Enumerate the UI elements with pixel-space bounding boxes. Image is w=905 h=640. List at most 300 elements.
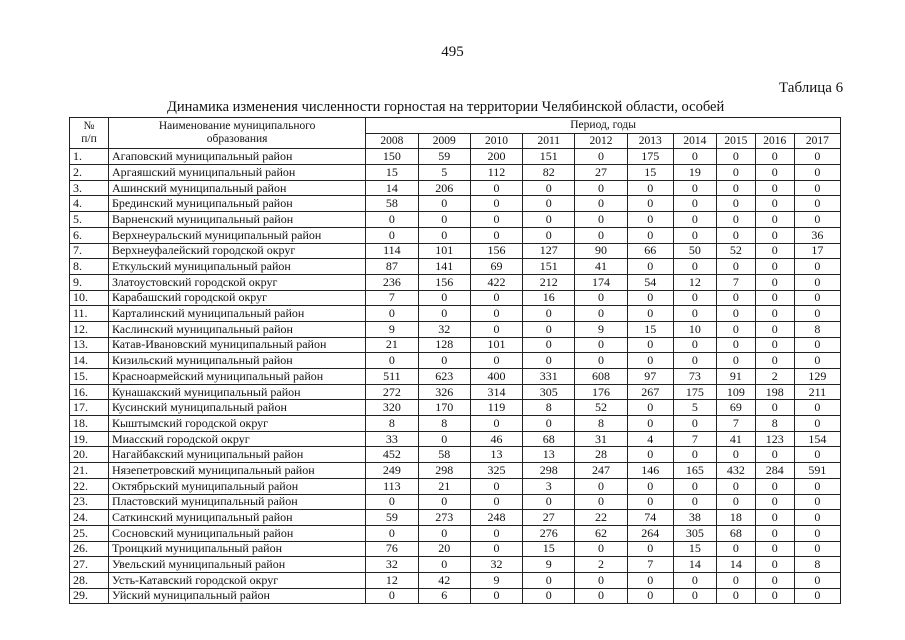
row-number: 18. — [70, 416, 109, 432]
count-cell: 422 — [470, 274, 522, 290]
count-cell: 0 — [366, 227, 418, 243]
count-cell: 0 — [627, 416, 673, 432]
count-cell: 0 — [470, 494, 522, 510]
count-cell: 0 — [794, 353, 840, 369]
count-cell: 0 — [523, 337, 575, 353]
count-cell: 0 — [627, 588, 673, 604]
count-cell: 0 — [366, 525, 418, 541]
count-cell: 87 — [366, 259, 418, 275]
count-cell: 21 — [366, 337, 418, 353]
count-cell: 15 — [627, 165, 673, 181]
count-cell: 12 — [366, 572, 418, 588]
table-title: Динамика изменения численности горностая на территории Челябинской области, особей — [167, 99, 725, 115]
count-cell: 298 — [523, 463, 575, 479]
count-cell: 0 — [794, 447, 840, 463]
count-cell: 0 — [794, 494, 840, 510]
count-cell: 175 — [673, 384, 716, 400]
count-cell: 156 — [418, 274, 470, 290]
count-cell: 0 — [673, 572, 716, 588]
count-cell: 284 — [755, 463, 794, 479]
count-cell: 62 — [575, 525, 627, 541]
municipality-name: Каслинский муниципальный район — [108, 321, 365, 337]
municipality-name: Усть-Катавский городской округ — [108, 572, 365, 588]
count-cell: 0 — [470, 306, 522, 322]
count-cell: 267 — [627, 384, 673, 400]
table-header — [70, 118, 841, 149]
table-row — [70, 321, 841, 337]
municipality-name: Катав-Ивановский муниципальный район — [108, 337, 365, 353]
count-cell: 0 — [470, 321, 522, 337]
count-cell: 623 — [418, 369, 470, 385]
count-cell: 0 — [673, 212, 716, 228]
count-cell: 0 — [523, 212, 575, 228]
count-cell: 0 — [794, 212, 840, 228]
header-year: 2016 — [755, 133, 794, 149]
count-cell: 0 — [755, 588, 794, 604]
count-cell: 8 — [366, 416, 418, 432]
count-cell: 236 — [366, 274, 418, 290]
count-cell: 68 — [716, 525, 755, 541]
row-number: 1. — [70, 149, 109, 165]
count-cell: 452 — [366, 447, 418, 463]
table-row — [70, 180, 841, 196]
count-cell: 59 — [418, 149, 470, 165]
count-cell: 8 — [755, 416, 794, 432]
count-cell: 0 — [418, 353, 470, 369]
page-number: 495 — [441, 44, 464, 60]
count-cell: 14 — [673, 557, 716, 573]
count-cell: 38 — [673, 510, 716, 526]
count-cell: 0 — [523, 180, 575, 196]
count-cell: 0 — [755, 196, 794, 212]
count-cell: 0 — [716, 212, 755, 228]
header-year: 2012 — [575, 133, 627, 149]
count-cell: 0 — [755, 321, 794, 337]
municipality-name: Нагайбакский муниципальный район — [108, 447, 365, 463]
count-cell: 68 — [523, 431, 575, 447]
count-cell: 14 — [366, 180, 418, 196]
count-cell: 9 — [470, 572, 522, 588]
count-cell: 0 — [575, 572, 627, 588]
count-cell: 0 — [794, 306, 840, 322]
count-cell: 97 — [627, 369, 673, 385]
header-name — [108, 118, 365, 149]
municipality-name: Кизильский муниципальный район — [108, 353, 365, 369]
count-cell: 0 — [523, 588, 575, 604]
count-cell: 0 — [470, 290, 522, 306]
count-cell: 0 — [673, 337, 716, 353]
count-cell: 0 — [794, 478, 840, 494]
count-cell: 22 — [575, 510, 627, 526]
count-cell: 0 — [794, 572, 840, 588]
count-cell: 8 — [418, 416, 470, 432]
count-cell: 0 — [418, 290, 470, 306]
count-cell: 0 — [755, 306, 794, 322]
count-cell: 0 — [794, 290, 840, 306]
count-cell: 6 — [418, 588, 470, 604]
count-cell: 114 — [366, 243, 418, 259]
count-cell: 0 — [716, 572, 755, 588]
municipality-name: Троицкий муниципальный район — [108, 541, 365, 557]
row-number: 27. — [70, 557, 109, 573]
count-cell: 0 — [673, 290, 716, 306]
count-cell: 0 — [716, 149, 755, 165]
count-cell: 0 — [627, 447, 673, 463]
count-cell: 4 — [627, 431, 673, 447]
header-name-line1: Наименование муниципального — [158, 120, 316, 133]
count-cell: 0 — [755, 557, 794, 573]
count-cell: 0 — [755, 572, 794, 588]
count-cell: 0 — [716, 447, 755, 463]
count-cell: 58 — [418, 447, 470, 463]
count-cell: 7 — [716, 274, 755, 290]
count-cell: 101 — [470, 337, 522, 353]
header-number-line2: п/п — [81, 133, 97, 146]
table-label: Таблица 6 — [779, 80, 844, 96]
row-number: 7. — [70, 243, 109, 259]
count-cell: 15 — [366, 165, 418, 181]
count-cell: 7 — [673, 431, 716, 447]
count-cell: 41 — [575, 259, 627, 275]
header-year: 2013 — [627, 133, 673, 149]
count-cell: 272 — [366, 384, 418, 400]
count-cell: 0 — [575, 149, 627, 165]
population-table — [69, 117, 841, 604]
count-cell: 0 — [716, 541, 755, 557]
count-cell: 276 — [523, 525, 575, 541]
municipality-name: Кыштымский городской округ — [108, 416, 365, 432]
count-cell: 0 — [366, 494, 418, 510]
count-cell: 17 — [794, 243, 840, 259]
header-year: 2017 — [794, 133, 840, 149]
count-cell: 325 — [470, 463, 522, 479]
count-cell: 0 — [575, 494, 627, 510]
count-cell: 0 — [755, 541, 794, 557]
count-cell: 0 — [418, 306, 470, 322]
count-cell: 0 — [755, 400, 794, 416]
count-cell: 0 — [470, 478, 522, 494]
municipality-name: Верхнеуральский муниципальный район — [108, 227, 365, 243]
count-cell: 249 — [366, 463, 418, 479]
count-cell: 69 — [716, 400, 755, 416]
row-number: 13. — [70, 337, 109, 353]
count-cell: 2 — [755, 369, 794, 385]
table-row — [70, 353, 841, 369]
count-cell: 0 — [716, 290, 755, 306]
count-cell: 9 — [366, 321, 418, 337]
row-number: 4. — [70, 196, 109, 212]
count-cell: 0 — [523, 227, 575, 243]
count-cell: 0 — [418, 557, 470, 573]
count-cell: 0 — [794, 525, 840, 541]
count-cell: 0 — [366, 212, 418, 228]
count-cell: 5 — [673, 400, 716, 416]
count-cell: 165 — [673, 463, 716, 479]
count-cell: 0 — [575, 180, 627, 196]
count-cell: 13 — [523, 447, 575, 463]
count-cell: 0 — [575, 478, 627, 494]
count-cell: 141 — [418, 259, 470, 275]
count-cell: 109 — [716, 384, 755, 400]
municipality-name: Верхнеуфалейский городской округ — [108, 243, 365, 259]
count-cell: 0 — [523, 572, 575, 588]
count-cell: 0 — [366, 353, 418, 369]
header-year: 2008 — [366, 133, 418, 149]
count-cell: 0 — [627, 353, 673, 369]
count-cell: 0 — [523, 353, 575, 369]
count-cell: 0 — [627, 306, 673, 322]
count-cell: 248 — [470, 510, 522, 526]
count-cell: 82 — [523, 165, 575, 181]
count-cell: 0 — [470, 227, 522, 243]
municipality-name: Еткульский муниципальный район — [108, 259, 365, 275]
row-number: 22. — [70, 478, 109, 494]
count-cell: 170 — [418, 400, 470, 416]
count-cell: 15 — [627, 321, 673, 337]
row-number: 28. — [70, 572, 109, 588]
header-year: 2011 — [523, 133, 575, 149]
count-cell: 18 — [716, 510, 755, 526]
count-cell: 129 — [794, 369, 840, 385]
count-cell: 400 — [470, 369, 522, 385]
count-cell: 0 — [470, 588, 522, 604]
count-cell: 33 — [366, 431, 418, 447]
count-cell: 150 — [366, 149, 418, 165]
table-row — [70, 557, 841, 573]
count-cell: 27 — [575, 165, 627, 181]
row-number: 17. — [70, 400, 109, 416]
count-cell: 0 — [673, 149, 716, 165]
count-cell: 0 — [673, 259, 716, 275]
count-cell: 0 — [418, 212, 470, 228]
count-cell: 0 — [716, 180, 755, 196]
count-cell: 0 — [418, 431, 470, 447]
count-cell: 314 — [470, 384, 522, 400]
municipality-name: Карталинский муниципальный район — [108, 306, 365, 322]
count-cell: 0 — [575, 353, 627, 369]
count-cell: 0 — [755, 212, 794, 228]
header-year: 2009 — [418, 133, 470, 149]
count-cell: 151 — [523, 149, 575, 165]
municipality-name: Пластовский муниципальный район — [108, 494, 365, 510]
count-cell: 0 — [716, 259, 755, 275]
municipality-name: Карабашский городской округ — [108, 290, 365, 306]
count-cell: 305 — [673, 525, 716, 541]
count-cell: 154 — [794, 431, 840, 447]
count-cell: 305 — [523, 384, 575, 400]
municipality-name: Саткинский муниципальный район — [108, 510, 365, 526]
municipality-name: Кунашакский муниципальный район — [108, 384, 365, 400]
count-cell: 8 — [794, 557, 840, 573]
row-number: 20. — [70, 447, 109, 463]
count-cell: 0 — [716, 588, 755, 604]
count-cell: 608 — [575, 369, 627, 385]
count-cell: 2 — [575, 557, 627, 573]
table-row — [70, 306, 841, 322]
count-cell: 273 — [418, 510, 470, 526]
table-row — [70, 478, 841, 494]
count-cell: 8 — [794, 321, 840, 337]
count-cell: 69 — [470, 259, 522, 275]
count-cell: 0 — [716, 227, 755, 243]
count-cell: 0 — [673, 306, 716, 322]
count-cell: 127 — [523, 243, 575, 259]
count-cell: 0 — [794, 337, 840, 353]
municipality-name: Златоустовский городской округ — [108, 274, 365, 290]
table-row — [70, 525, 841, 541]
municipality-name: Миасский городской округ — [108, 431, 365, 447]
table-row — [70, 369, 841, 385]
count-cell: 0 — [716, 321, 755, 337]
count-cell: 151 — [523, 259, 575, 275]
count-cell: 15 — [523, 541, 575, 557]
count-cell: 0 — [794, 274, 840, 290]
table-row — [70, 384, 841, 400]
table-row — [70, 400, 841, 416]
count-cell: 0 — [755, 353, 794, 369]
count-cell: 52 — [716, 243, 755, 259]
row-number: 26. — [70, 541, 109, 557]
count-cell: 0 — [627, 180, 673, 196]
count-cell: 0 — [716, 165, 755, 181]
count-cell: 0 — [627, 400, 673, 416]
table-row — [70, 212, 841, 228]
municipality-name: Варненский муниципальный район — [108, 212, 365, 228]
count-cell: 0 — [627, 572, 673, 588]
count-cell: 32 — [470, 557, 522, 573]
header-year: 2014 — [673, 133, 716, 149]
header-period: Период, годы — [366, 118, 841, 134]
count-cell: 27 — [523, 510, 575, 526]
count-cell: 0 — [575, 196, 627, 212]
count-cell: 54 — [627, 274, 673, 290]
row-number: 14. — [70, 353, 109, 369]
table-body — [70, 149, 841, 604]
count-cell: 0 — [716, 478, 755, 494]
count-cell: 0 — [755, 180, 794, 196]
row-number: 8. — [70, 259, 109, 275]
count-cell: 14 — [716, 557, 755, 573]
municipality-name: Красноармейский муниципальный район — [108, 369, 365, 385]
row-number: 24. — [70, 510, 109, 526]
count-cell: 74 — [627, 510, 673, 526]
count-cell: 59 — [366, 510, 418, 526]
municipality-name: Нязепетровский муниципальный район — [108, 463, 365, 479]
count-cell: 0 — [366, 588, 418, 604]
row-number: 25. — [70, 525, 109, 541]
count-cell: 0 — [470, 353, 522, 369]
count-cell: 511 — [366, 369, 418, 385]
count-cell: 175 — [627, 149, 673, 165]
count-cell: 0 — [418, 196, 470, 212]
count-cell: 0 — [755, 274, 794, 290]
count-cell: 66 — [627, 243, 673, 259]
count-cell: 0 — [794, 510, 840, 526]
count-cell: 0 — [794, 259, 840, 275]
count-cell: 0 — [794, 165, 840, 181]
count-cell: 31 — [575, 431, 627, 447]
count-cell: 16 — [523, 290, 575, 306]
count-cell: 52 — [575, 400, 627, 416]
count-cell: 0 — [755, 337, 794, 353]
count-cell: 0 — [794, 149, 840, 165]
count-cell: 28 — [575, 447, 627, 463]
row-number: 10. — [70, 290, 109, 306]
municipality-name: Октябрьский муниципальный район — [108, 478, 365, 494]
count-cell: 0 — [755, 165, 794, 181]
count-cell: 0 — [575, 212, 627, 228]
header-name-line2: образования — [206, 133, 268, 146]
count-cell: 0 — [627, 494, 673, 510]
count-cell: 0 — [575, 227, 627, 243]
count-cell: 146 — [627, 463, 673, 479]
count-cell: 0 — [755, 149, 794, 165]
count-cell: 0 — [755, 227, 794, 243]
table-row — [70, 510, 841, 526]
row-number: 16. — [70, 384, 109, 400]
count-cell: 7 — [366, 290, 418, 306]
count-cell: 8 — [523, 400, 575, 416]
municipality-name: Аргаяшский муниципальный район — [108, 165, 365, 181]
count-cell: 0 — [470, 180, 522, 196]
count-cell: 13 — [470, 447, 522, 463]
count-cell: 9 — [523, 557, 575, 573]
count-cell: 0 — [418, 525, 470, 541]
count-cell: 0 — [366, 306, 418, 322]
count-cell: 0 — [794, 588, 840, 604]
count-cell: 41 — [716, 431, 755, 447]
count-cell: 174 — [575, 274, 627, 290]
count-cell: 0 — [627, 212, 673, 228]
table-row — [70, 541, 841, 557]
count-cell: 0 — [627, 196, 673, 212]
count-cell: 0 — [523, 321, 575, 337]
count-cell: 76 — [366, 541, 418, 557]
count-cell: 0 — [470, 212, 522, 228]
table-row — [70, 416, 841, 432]
row-number: 19. — [70, 431, 109, 447]
table-row — [70, 463, 841, 479]
count-cell: 112 — [470, 165, 522, 181]
count-cell: 326 — [418, 384, 470, 400]
count-cell: 113 — [366, 478, 418, 494]
header-number-line1: № — [83, 120, 95, 133]
table-row — [70, 572, 841, 588]
count-cell: 0 — [523, 416, 575, 432]
row-number: 23. — [70, 494, 109, 510]
count-cell: 0 — [418, 227, 470, 243]
count-cell: 264 — [627, 525, 673, 541]
table-row — [70, 290, 841, 306]
count-cell: 21 — [418, 478, 470, 494]
count-cell: 0 — [716, 196, 755, 212]
table-row — [70, 274, 841, 290]
count-cell: 5 — [418, 165, 470, 181]
row-number: 11. — [70, 306, 109, 322]
table-row — [70, 165, 841, 181]
count-cell: 0 — [755, 510, 794, 526]
municipality-name: Агаповский муниципальный район — [108, 149, 365, 165]
count-cell: 0 — [673, 227, 716, 243]
count-cell: 0 — [755, 243, 794, 259]
municipality-name: Кусинский муниципальный район — [108, 400, 365, 416]
count-cell: 0 — [794, 541, 840, 557]
count-cell: 32 — [366, 557, 418, 573]
count-cell: 58 — [366, 196, 418, 212]
count-cell: 12 — [673, 274, 716, 290]
count-cell: 0 — [716, 337, 755, 353]
count-cell: 0 — [627, 259, 673, 275]
